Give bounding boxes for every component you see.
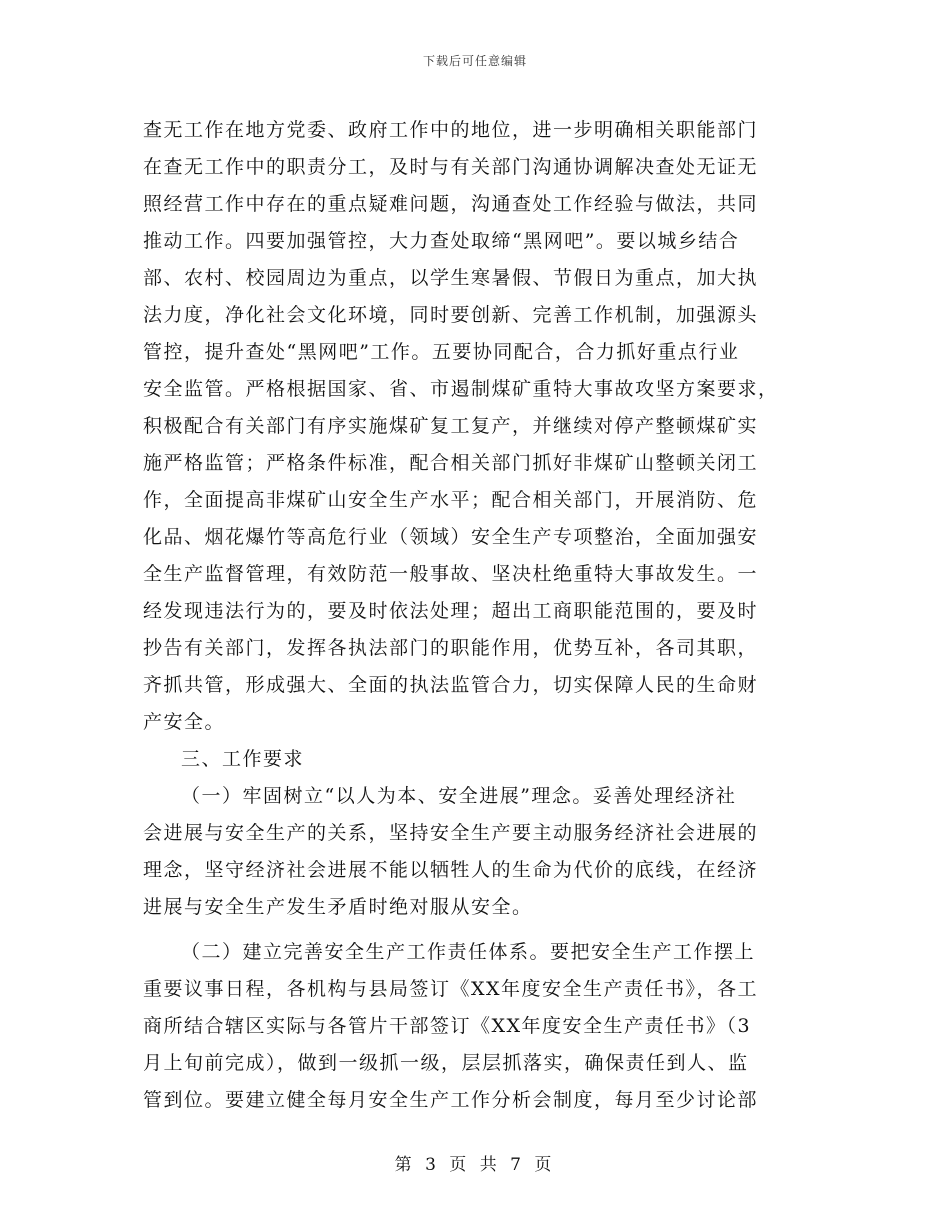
text-line: 产安全。 xyxy=(143,711,226,733)
text-line: 进展与安全生产发生矛盾时绝对服从安全。 xyxy=(143,896,533,918)
text-line: 全生产监督管理，有效防范一般事故、坚决杜绝重特大事故发生。一 xyxy=(143,563,759,585)
page-header-note: 下载后可任意编辑 xyxy=(422,54,527,68)
text-line: 推动工作。四要加强管控，大力查处取缔“黑网吧”。要以城乡结合 xyxy=(143,230,740,252)
text-line: 理念，坚守经济社会进展不能以牺牲人的生命为代价的底线，在经济 xyxy=(143,859,759,881)
text-line: 照经营工作中存在的重点疑难问题，沟通查处工作经验与做法，共同 xyxy=(143,193,759,215)
text-line: 管到位。要建立健全每月安全生产工作分析会制度，每月至少讨论部 xyxy=(143,1089,759,1111)
text-line: 安全监管。严格根据国家、省、市遏制煤矿重特大事故攻坚方案要求， xyxy=(143,378,779,400)
document-body xyxy=(143,112,803,1119)
text-line: 作，全面提高非煤矿山安全生产水平；配合相关部门，开展消防、危 xyxy=(143,489,759,511)
text-line: 部、农村、校园周边为重点，以学生寒暑假、节假日为重点，加大执 xyxy=(143,267,759,289)
text-line: 在查无工作中的职责分工，及时与有关部门沟通协调解决查处无证无 xyxy=(143,156,759,178)
text-line: 法力度，净化社会文化环境，同时要创新、完善工作机制，加强源头 xyxy=(143,304,759,326)
text-line: 齐抓共管，形成强大、全面的执法监管合力，切实保障人民的生命财 xyxy=(143,674,759,696)
text-line: 商所结合辖区实际与各管片干部签订《XX年度安全生产责任书》（3 xyxy=(143,1015,752,1037)
section-heading: 三、工作要求 xyxy=(181,748,305,770)
text-line: 经发现违法行为的，要及时依法处理；超出工商职能范围的，要及时 xyxy=(143,600,759,622)
text-line: 查无工作在地方党委、政府工作中的地位，进一步明确相关职能部门 xyxy=(143,119,759,141)
text-line: （一）牢固树立“以人为本、安全进展”理念。妥善处理经济社 xyxy=(181,785,737,807)
text-line: 月上旬前完成），做到一级抓一级，层层抓落实，确保责任到人、监 xyxy=(143,1052,749,1074)
text-line: 化品、烟花爆竹等高危行业（领域）安全生产专项整治，全面加强安 xyxy=(143,526,759,548)
text-line: 积极配合有关部门有序实施煤矿复工复产，并继续对停产整顿煤矿实 xyxy=(143,415,759,437)
text-line: 管控，提升查处“黑网吧”工作。五要协同配合，合力抓好重点行业 xyxy=(143,341,740,363)
page-number-footer: 第 3 页 共 7 页 xyxy=(394,1155,556,1175)
text-line: （二）建立完善安全生产工作责任体系。要把安全生产工作摆上 xyxy=(181,941,756,963)
text-line: 施严格监管；严格条件标准，配合相关部门抓好非煤矿山整顿关闭工 xyxy=(143,452,759,474)
text-line: 会进展与安全生产的关系，坚持安全生产要主动服务经济社会进展的 xyxy=(143,822,759,844)
text-line: 抄告有关部门，发挥各执法部门的职能作用，优势互补，各司其职， xyxy=(143,637,759,659)
text-line: 重要议事日程，各机构与县局签订《XX年度安全生产责任书》，各工 xyxy=(143,978,759,1000)
